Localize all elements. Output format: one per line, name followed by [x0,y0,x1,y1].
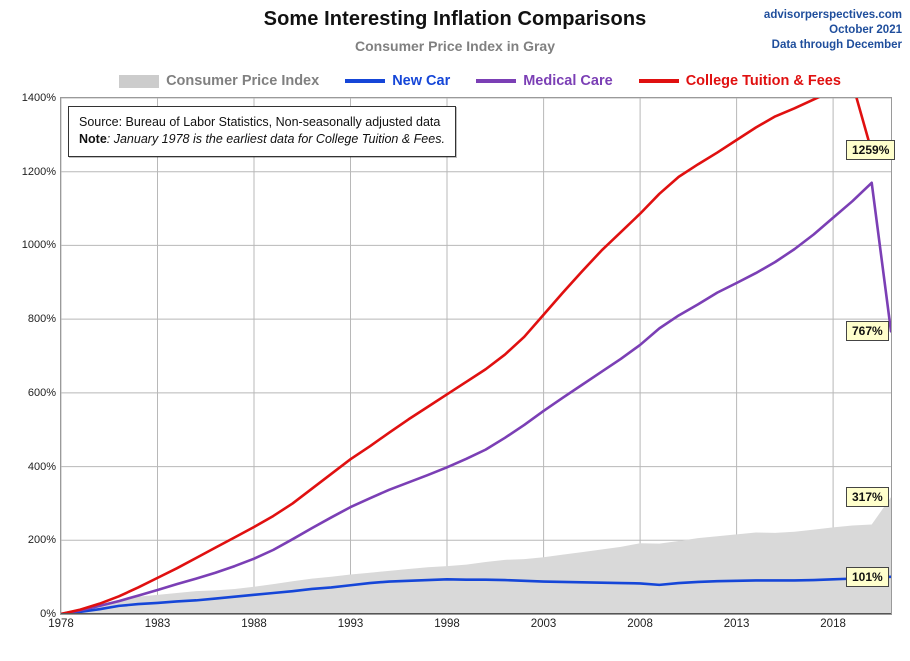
legend-item-college-tuition [639,73,841,89]
legend-label-college-tuition: College Tuition & Fees [685,73,841,89]
legend-label-cpi: Consumer Price Index [166,73,320,89]
legend-label-new-car: New Car [392,73,451,89]
x-axis-tick-label: 2008 [627,618,653,630]
source-note-box [68,106,456,157]
y-axis-tick-label: 600% [27,386,56,399]
x-axis-tick-label: 2003 [530,618,557,630]
source-note-line1: Source: Bureau of Labor Statistics, Non-seasonally adjusted data [79,115,441,129]
legend-item-new-car [345,73,450,89]
credit-date: October 2021 [829,24,902,36]
x-axis-tick-label: 1993 [337,618,364,630]
x-axis-tick-label: 1978 [48,618,74,630]
y-axis-tick-label: 1000% [21,239,56,252]
chart-legend [60,68,900,94]
credit-data-through: Data through December [771,39,902,51]
new-car-callout: 101% [846,567,889,587]
y-axis-tick-label: 1400% [21,92,56,104]
page-title: Some Interesting Inflation Comparisons [263,8,647,30]
x-axis-tick-label: 1998 [434,618,460,630]
legend-swatch-medical-care [476,79,516,83]
y-axis-tick-label: 400% [27,460,56,473]
y-axis-tick-label: 0% [40,608,56,620]
x-axis-labels [48,618,892,640]
legend-label-medical-care: Medical Care [523,73,613,89]
college-tuition-callout: 1259% [846,140,895,160]
x-axis-tick-label: 1983 [144,618,171,630]
source-credit [764,8,902,53]
y-axis-tick-label: 800% [27,313,56,326]
cpi-callout: 317% [846,487,889,507]
source-note-text: : January 1978 is the earliest data for College Tuition & Fees. [106,132,445,146]
credit-site: advisorperspectives.com [763,9,902,21]
legend-swatch-college-tuition [639,79,679,83]
x-axis-tick-label: 2013 [723,618,750,630]
legend-item-cpi [119,73,319,89]
y-axis-tick-label: 1200% [21,165,56,178]
source-note-line2 [79,131,445,148]
medical-care-callout: 767% [846,321,889,341]
y-axis-tick-label: 200% [27,534,56,547]
legend-swatch-cpi [119,75,159,88]
y-axis-labels [0,92,56,620]
source-note-label: Note [79,132,107,146]
legend-swatch-new-car [345,79,385,83]
legend-item-medical-care [476,73,612,89]
chart-canvas [61,98,891,614]
plot-area [60,97,892,615]
x-axis-tick-label: 2018 [820,618,846,630]
x-axis-tick-label: 1988 [241,618,267,630]
chart-subtitle: Consumer Price Index in Gray [355,38,555,54]
